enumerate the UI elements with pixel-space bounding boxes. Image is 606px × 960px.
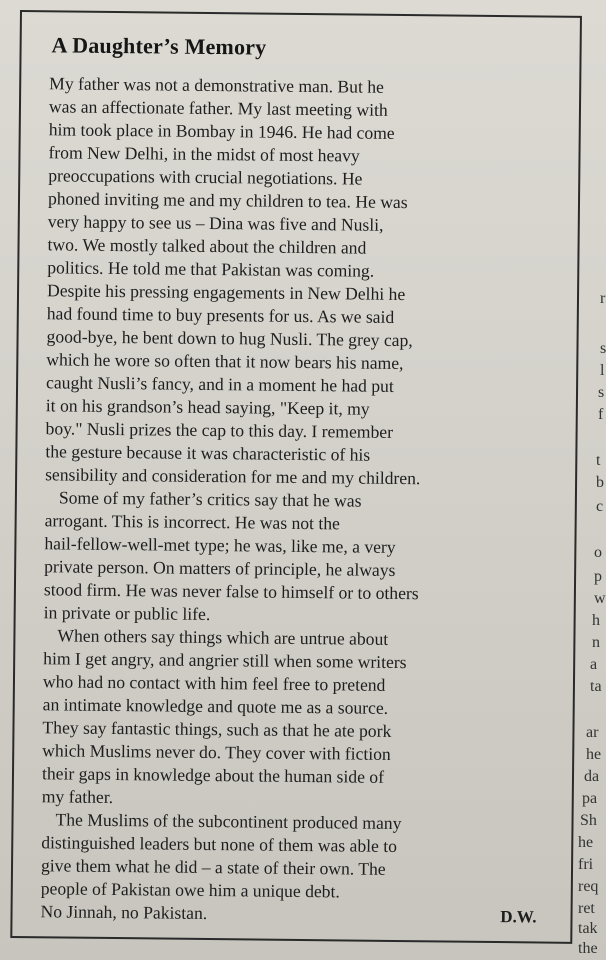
body-line: it on his grandson’s head saying, "Keep it, my (45, 395, 370, 419)
body-line: very happy to see us – Dina was five and Nusli, (47, 211, 384, 235)
body-line: caught Nusli’s fancy, and in a moment he had put (45, 372, 394, 396)
body-line: who had no contact with him feel free to pretend (42, 671, 386, 695)
body-line: When others say things which are untrue about (57, 625, 389, 649)
fragment: the (578, 940, 598, 957)
fragment: ar (586, 724, 599, 741)
body-line: which Muslims never do. They cover with fiction (42, 740, 391, 764)
body-line: politics. He told me that Pakistan was coming. (47, 257, 375, 281)
fragment: he (578, 834, 594, 851)
fragment: b (596, 474, 604, 491)
body-line: distinguished leaders but none of them was able to (41, 832, 398, 856)
body-line: him I get angry, and angrier still when some writers (43, 648, 407, 673)
body-line: stood firm. He was never false to himself or to others (43, 579, 419, 604)
fragment: fri (578, 856, 594, 873)
body-line: Despite his pressing engagements in New Delhi he (46, 280, 406, 305)
fragment: da (584, 768, 600, 785)
body-line: No Jinnah, no Pakistan. (40, 901, 208, 924)
body-line: sensibility and consideration for me and my children. (45, 464, 421, 489)
body-line: good-bye, he bent down to hug Nusli. The grey cap, (46, 326, 413, 351)
article-body (40, 72, 559, 928)
body-line: an intimate knowledge and quote me as a source. (42, 694, 389, 718)
fragment: o (594, 544, 602, 561)
body-line: from New Delhi, in the midst of most heavy (48, 142, 360, 166)
body-line: preoccupations with crucial negotiations. He (48, 165, 363, 189)
body-line: had found time to buy presents for us. As we said (46, 303, 395, 327)
fragment: s (598, 384, 605, 401)
body-line: Some of my father’s critics say that he was (58, 487, 362, 511)
body-line: My father was not a demonstrative man. But he (49, 73, 385, 97)
fragment: f (598, 406, 604, 423)
body-line: people of Pakistan owe him a unique debt. (40, 878, 340, 902)
fragment: pa (582, 790, 598, 807)
fragment: Sh (580, 812, 597, 829)
fragment: l (600, 362, 605, 379)
body-line: boy." Nusli prizes the cap to this day. I remember (45, 418, 394, 442)
body-line: phoned inviting me and my children to tea. He was (47, 188, 408, 213)
body-line: two. We mostly talked about the children and (47, 234, 367, 258)
fragment: t (596, 452, 601, 469)
body-line: give them what he did – a state of their own. The (40, 855, 386, 879)
body-line: The Muslims of the subcontinent produced many (55, 809, 402, 834)
body-line: which he wore so often that it now bears his name, (46, 349, 404, 374)
body-line: hail-fellow-well-met type; he was, like me, a very (44, 533, 396, 557)
article-title: A Daughter’s Memory (51, 32, 267, 60)
fragment: n (592, 634, 600, 651)
body-line: private person. On matters of principle, he always (44, 556, 396, 580)
fragment: r (600, 290, 606, 307)
body-line: the gesture because it was characteristic of his (45, 441, 371, 465)
adjacent-column-fragments (578, 0, 606, 960)
body-line: was an affectionate father. My last meeting with (48, 96, 388, 120)
fragment: he (586, 746, 602, 763)
fragment: c (596, 498, 604, 515)
fragment: ta (590, 678, 602, 695)
fragment: ret (578, 900, 595, 917)
fragment: w (594, 590, 606, 607)
fragment: h (592, 612, 600, 629)
closing-row (40, 900, 550, 928)
body-line: my father. (41, 786, 114, 808)
fragment: p (594, 568, 602, 585)
fragment: s (600, 340, 606, 357)
fragment: tak (578, 920, 598, 937)
signature: D.W. (500, 907, 537, 927)
body-line: arrogant. This is incorrect. He was not the (44, 510, 341, 534)
fragment: a (590, 656, 598, 673)
fragment: req (578, 878, 599, 895)
body-line: him took place in Bombay in 1946. He had come (48, 119, 395, 143)
body-line: in private or public life. (43, 602, 211, 625)
article-box (10, 10, 582, 944)
body-line: They say fantastic things, such as that he ate pork (42, 717, 392, 741)
body-line: their gaps in knowledge about the human side of (41, 763, 385, 787)
